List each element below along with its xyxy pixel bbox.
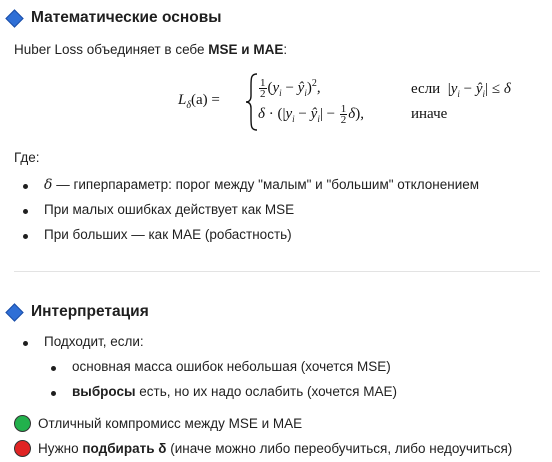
formula-lhs — [178, 92, 220, 111]
intro-text — [14, 42, 287, 57]
con-bold: подбирать δ — [82, 441, 167, 456]
red-circle-icon — [14, 440, 31, 457]
con-text — [38, 441, 512, 456]
fits-label: Подходит, если: — [44, 334, 144, 349]
formula-case1-cond: если $|y_i$ − $ŷ_i| \le \delta$ — [411, 81, 511, 99]
delta-symbol: δ — [44, 177, 53, 193]
formula-case2-cond — [411, 106, 447, 123]
bullet-dot — [23, 184, 28, 189]
frac-half-2: $\frac{1}{2}$ — [340, 103, 347, 126]
formula-lhs-symbol: L — [178, 92, 187, 108]
pro-text: Отличный компромисс между MSE и MAE — [38, 416, 303, 431]
sub-item-bold: выбросы — [72, 384, 136, 399]
sub-bullet-dot — [51, 391, 56, 396]
bullet-dot — [23, 341, 28, 346]
sub-item-text: есть, но их надо ослабить (хочется MAE) — [135, 384, 397, 399]
diamond-icon — [5, 9, 23, 27]
brace-icon — [245, 72, 259, 132]
formula-case2: $\delta \cdot (|y_i$ − $ŷ_i|$ − $\frac{1}{2}$ δ), — [258, 103, 365, 126]
formula-brace — [245, 72, 259, 137]
case1-cond-word: если — [411, 81, 441, 97]
bullet-dot — [23, 209, 28, 214]
intro-prefix: Huber Loss объединяет в себе — [14, 42, 209, 57]
diamond-icon — [5, 303, 23, 321]
frac-half-1: $\frac{1}{2}$ — [260, 77, 266, 101]
section-divider — [14, 271, 540, 272]
section-title: Интерпретация — [31, 303, 149, 320]
sub-list-item — [72, 384, 397, 399]
con-prefix: Нужно — [38, 441, 83, 456]
bullet-dot — [23, 234, 28, 239]
list-item: При больших — как MAE (робастность) — [44, 227, 292, 242]
list-item: При малых ошибках действует как MSE — [44, 202, 295, 217]
formula-lhs-arg: (a) = — [191, 92, 220, 108]
list-item — [44, 177, 479, 193]
intro-bold: MSE и MAE — [208, 42, 284, 57]
section-heading-math — [4, 9, 221, 27]
case2-cond-word: иначе — [411, 106, 448, 122]
formula-lhs-sub: δ — [186, 100, 191, 111]
list-item-text: — гиперпараметр: порог между "малым" и "большим" отклонением — [56, 177, 480, 192]
formula-case1: $\frac{1}{2}$ ($y_i$ − $ŷ_i)^2$, — [260, 77, 321, 101]
section-title: Математические основы — [31, 9, 222, 26]
where-label: Где: — [14, 150, 40, 165]
section-heading-interpretation — [4, 303, 149, 321]
con-suffix: (иначе можно либо переобучиться, либо недоучиться) — [166, 441, 513, 456]
intro-suffix: : — [283, 42, 288, 57]
sub-list-item: основная масса ошибок небольшая (хочется MSE) — [72, 359, 391, 374]
green-circle-icon — [14, 415, 31, 432]
sub-bullet-dot — [51, 366, 56, 371]
